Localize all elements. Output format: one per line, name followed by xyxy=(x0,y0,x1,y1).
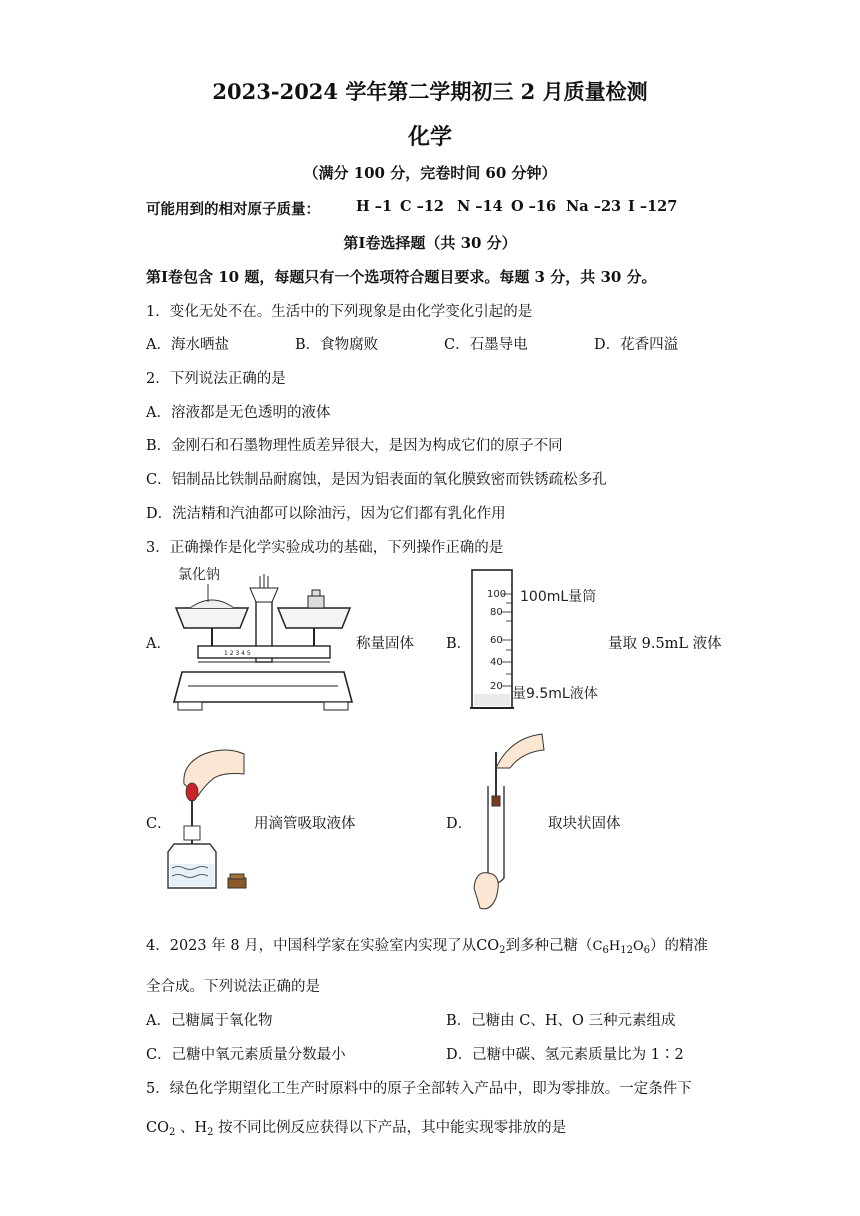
atomic-mass-h: H –1 xyxy=(356,198,393,215)
q4-stem-line2: 全合成。下列说法正确的是 xyxy=(146,979,320,995)
q4-co2: $CO_2$ xyxy=(476,938,506,956)
atomic-mass-na: Na –23 xyxy=(566,198,622,215)
graduated-cylinder-figure xyxy=(466,566,616,712)
test-tube-figure xyxy=(466,728,546,914)
q2-option-d: D．洗洁精和汽油都可以除油污，因为它们都有乳化作用 xyxy=(146,506,506,522)
tick-20: 20 xyxy=(490,681,503,692)
atomic-mass-label: 可能用到的相对原子质量： xyxy=(146,201,320,218)
q1-option-c: C．石墨导电 xyxy=(444,337,528,353)
atomic-mass-o: O –16 xyxy=(511,198,557,215)
section-title: 第Ⅰ卷选择题（共 30 分） xyxy=(343,234,517,252)
atomic-mass-i: I –127 xyxy=(628,198,678,215)
q2-option-b: B．金刚石和石墨物理性质差异很大，是因为构成它们的原子不同 xyxy=(146,438,563,454)
q1-option-b: B．食物腐败 xyxy=(295,337,379,353)
q5-stem-line2: $CO_2$ 、$H_2$ 按不同比例反应获得以下产品，其中能实现零排放的是 xyxy=(146,1120,567,1138)
q3-option-d-letter: D． xyxy=(446,816,473,832)
q3-option-c-caption: 用滴管吸取液体 xyxy=(254,816,356,832)
balance-label: 氯化钠 xyxy=(178,567,220,583)
section-instruction: 第Ⅰ卷包含 10 题，每题只有一个选项符合题目要求。每题 3 分，共 30 分。 xyxy=(146,268,657,286)
atomic-mass-c: C –12 xyxy=(400,198,445,215)
q4-option-d: D．己糖中碳、氢元素质量比为 1∶2 xyxy=(446,1047,684,1063)
tick-60: 60 xyxy=(490,635,503,646)
q3-option-c-letter: C． xyxy=(146,816,172,832)
q2-stem: 2．下列说法正确的是 xyxy=(146,371,286,387)
exam-info: （满分 100 分，完卷时间 60 分钟） xyxy=(303,164,557,182)
q2-option-c: C．铝制品比铁制品耐腐蚀，是因为铝表面的氧化膜致密而铁锈疏松多孔 xyxy=(146,472,607,488)
q3-option-a-caption: 称量固体 xyxy=(356,636,414,652)
exam-title: 2023-2024 学年第二学期初三 2 月质量检测 xyxy=(212,79,648,104)
tick-100: 100 xyxy=(487,589,507,600)
q5-stem: 5．绿色化学期望化工生产时原料中的原子全部转入产品中，即为零排放。一定条件下 xyxy=(146,1081,692,1097)
q3-option-b-caption: 量取 9.5mL 液体 xyxy=(608,636,722,652)
q3-option-d-caption: 取块状固体 xyxy=(548,816,621,832)
q1-option-a: A．海水晒盐 xyxy=(146,337,229,353)
q4-stem-a: 4．2023 年 8 月，中国科学家在实验室内实现了从 xyxy=(146,938,477,954)
q4-option-a: A．己糖属于氧化物 xyxy=(146,1013,273,1029)
tick-80: 80 xyxy=(490,607,503,618)
dropper-figure xyxy=(164,744,254,892)
q4-stem xyxy=(146,934,708,956)
svg-text:1 2 3 4 5: 1 2 3 4 5 xyxy=(224,650,251,657)
q4-option-b: B．己糖由 C、H、O 三种元素组成 xyxy=(446,1013,676,1029)
q1-option-d: D．花香四溢 xyxy=(594,337,679,353)
q4-stem-c: ）的精准 xyxy=(650,938,708,954)
q3-option-a-letter: A． xyxy=(146,636,171,652)
q4-option-c: C．己糖中氧元素质量分数最小 xyxy=(146,1047,346,1063)
cylinder-label: 100mL量筒 xyxy=(520,589,597,605)
atomic-mass-n: N –14 xyxy=(457,198,503,215)
q3-option-b-letter: B． xyxy=(446,636,472,652)
q1-stem: 1．变化无处不在。生活中的下列现象是由化学变化引起的是 xyxy=(146,304,533,320)
cylinder-volume-label: 量9.5mL液体 xyxy=(512,686,598,702)
q4-stem-b: 到多种己糖（ xyxy=(505,938,593,954)
q2-option-a: A．溶液都是无色透明的液体 xyxy=(146,405,331,421)
subject-title: 化学 xyxy=(407,124,452,150)
q3-stem: 3．正确操作是化学实验成功的基础，下列操作正确的是 xyxy=(146,540,504,556)
q4-formula: $C_6H_{12}O_6$ xyxy=(592,939,650,956)
tick-40: 40 xyxy=(490,657,503,668)
balance-figure xyxy=(168,562,358,716)
